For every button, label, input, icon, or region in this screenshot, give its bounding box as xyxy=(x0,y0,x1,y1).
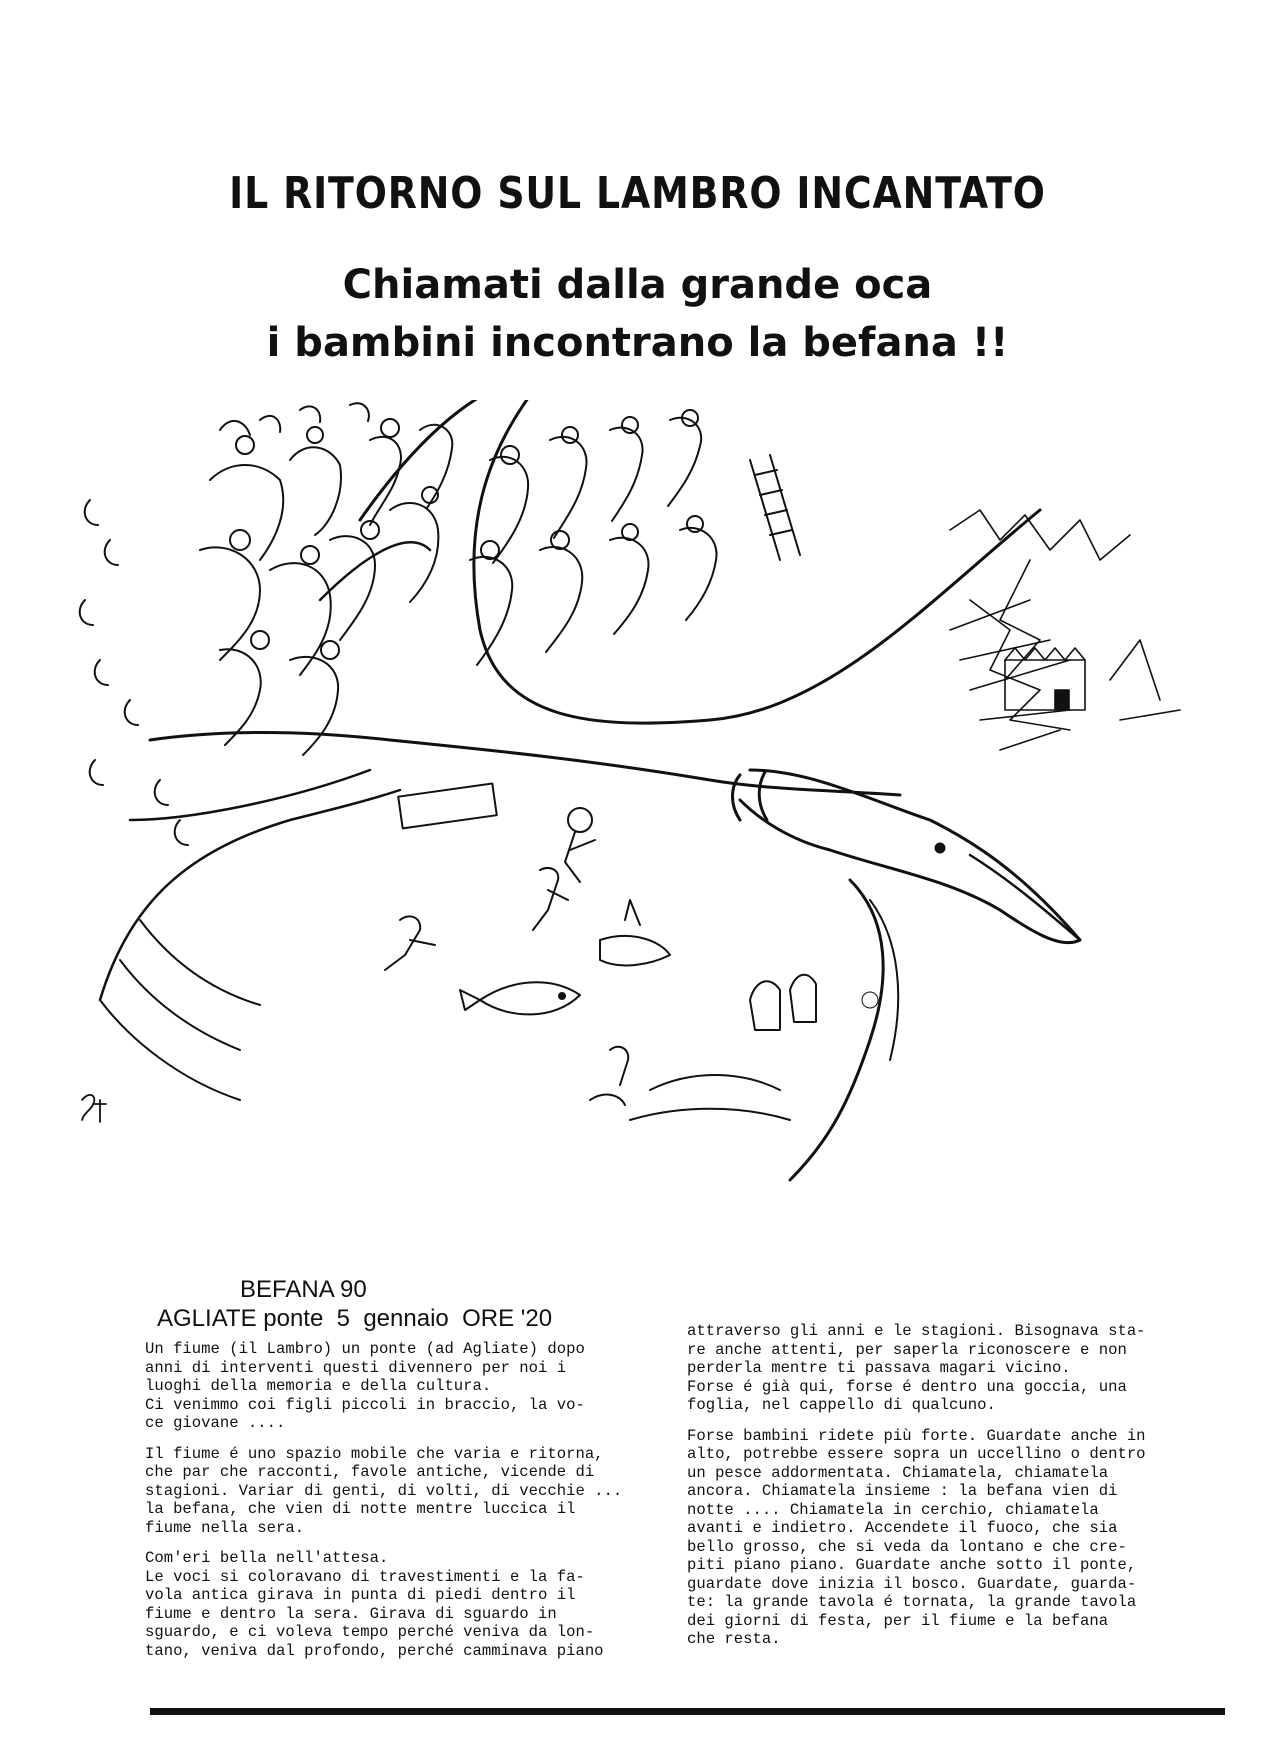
paragraph: Il fiume é uno spazio mobile che varia e ritorna, che par che racconti, favole antiche, vicende di stagioni. Variar di genti, di volti, di vecchie ... la befana, che vien di notte mentre luccica il fiume nella sera. xyxy=(145,1444,623,1537)
event-details: AGLIATE ponte 5 gennaio ORE '20 xyxy=(157,1305,553,1332)
page-title: IL RITORNO SUL LAMBRO INCANTATO xyxy=(229,168,1046,219)
paragraph: Un fiume (il Lambro) un ponte (ad Agliate) dopo anni di interventi questi divennero per noi i luoghi della memoria e della cultura. Ci venimmo coi figli piccoli in braccio, la vo- ce giovane .... xyxy=(145,1340,585,1432)
body-column-right xyxy=(687,1322,1222,1661)
bottom-divider xyxy=(150,1708,1225,1715)
subtitle-line-1: Chiamati dalla grande oca xyxy=(342,262,933,308)
paragraph: attraverso gli anni e le stagioni. Bisognava sta- re anche attenti, per saperla riconoscere e non perderla mentre ti passava magari vicino. Forse é già qui, forse é dentro una goccia, una foglia, nel cappello di qualcuno. xyxy=(687,1322,1146,1414)
body-column-left xyxy=(145,1340,675,1672)
subtitle-line-2: i bambini incontrano la befana !! xyxy=(266,320,1009,366)
goose-flying-over-river-drawing-icon xyxy=(70,400,1220,1260)
event-name: BEFANA 90 xyxy=(240,1276,367,1303)
paragraph: Com'eri bella nell'attesa. Le voci si coloravano di travestimenti e la fa- vola antica girava in punta di piedi dentro il fiume e dentro la sera. Girava di sguardo in sguardo, e ci voleva tempo perché veniva da lon- tano, veniva dal profondo, perché camminava piano xyxy=(145,1549,604,1660)
paragraph: Forse bambini ridete più forte. Guardate anche in alto, potrebbe essere sopra un uccellino o dentro un pesce addormentata. Chiamatela, chiamatela ancora. Chiamatela insieme : la befana vien di notte .... Chiamatela in cerchio, chiamatela avanti e indietro. Accendete il fuoco, che sia bello grosso, che si veda da lontano e che cre- piti piano piano. Guardate anche sotto il ponte, guardate dove inizia il bosco. Guardate, guarda- te: la grande tavola é tornata, la grande tavola dei giorni di festa, per il fiume e la befana che resta. xyxy=(687,1426,1146,1648)
